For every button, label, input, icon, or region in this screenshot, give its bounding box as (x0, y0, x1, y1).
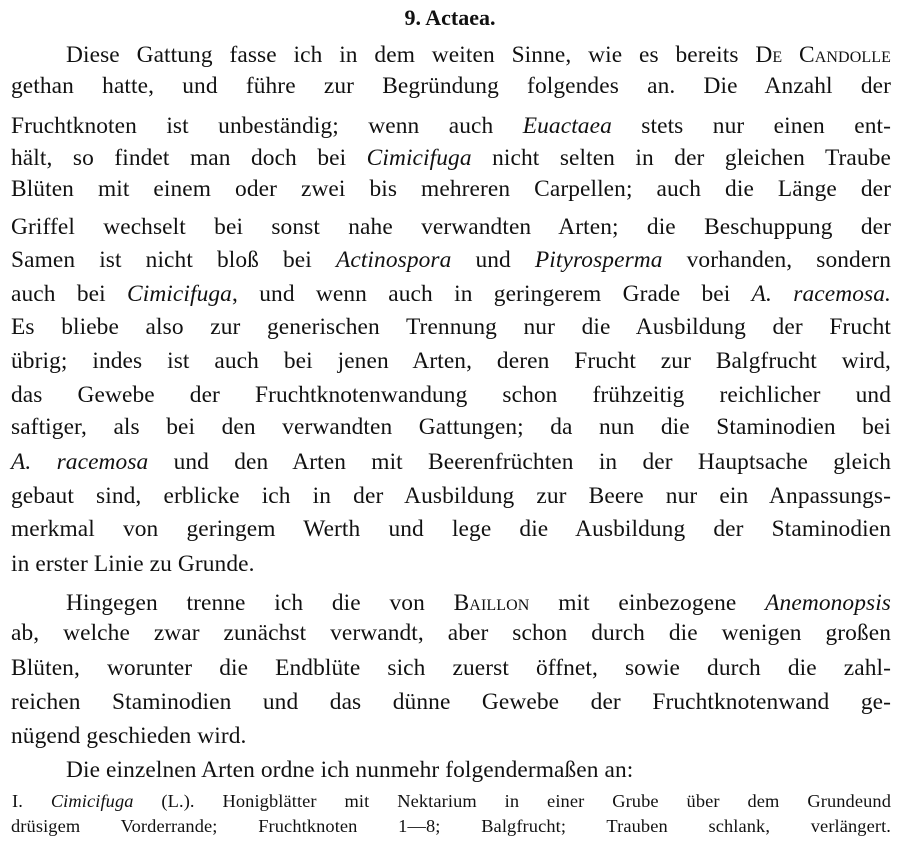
text-line (11, 380, 891, 410)
italic-text: A. racemosa. (751, 281, 891, 307)
text-run: (L.). Honigblätter mit Nektarium in einer Grube über dem Grundeund (133, 791, 891, 811)
text-run: und den Arten mit Beerenfrüchten in der Hauptsache gleich (148, 449, 892, 475)
text-line (11, 618, 891, 648)
text-run: Blüten mit einem oder zwei bis mehreren Carpellen; auch die Länge der (11, 176, 891, 202)
text-line (11, 346, 891, 376)
text-run: Griffel wechselt bei sonst nahe verwandten Arten; die Beschuppung der (11, 214, 891, 240)
text-run: Es bliebe also zur generischen Trennung nur die Ausbildung der Frucht (11, 314, 891, 340)
text-run: Die einzelnen Arten ordne ich nunmehr folgendermaßen an: (66, 757, 634, 783)
text-run: nicht selten in der gleichen Traube (471, 145, 891, 171)
list-item-line (11, 814, 891, 838)
text-line (11, 721, 891, 751)
text-line (66, 40, 891, 70)
text-line (11, 111, 891, 141)
text-run: I. (12, 791, 51, 811)
text-run: und (451, 247, 535, 273)
text-line (11, 245, 891, 275)
text-run: auch bei (11, 281, 128, 307)
text-run: gebaut sind, erblicke ich in der Ausbildung zur Beere nur ein Anpassungs- (11, 483, 891, 509)
italic-text: Actinospora (335, 247, 452, 273)
text-run: in erster Linie zu Grunde. (11, 551, 255, 577)
text-run: übrig; indes ist auch bei jenen Arten, deren Frucht zur Balgfrucht wird, (11, 348, 891, 374)
text-line (11, 174, 891, 204)
text-run: vorhanden, sondern (662, 247, 892, 273)
italic-text: A. racemosa (11, 449, 149, 475)
text-line (11, 687, 891, 717)
text-line (11, 212, 891, 242)
text-line (11, 514, 891, 544)
text-run: gethan hatte, und führe zur Begründung folgendes an. Die Anzahl der (11, 73, 891, 99)
text-run: Diese Gattung fasse ich in dem weiten Sinne, wie es bereits (66, 42, 756, 68)
italic-text: Cimicifuga (127, 281, 232, 307)
text-run: reichen Staminodien und das dünne Gewebe der Fruchtknotenwand ge- (11, 689, 891, 715)
italic-text: Cimicifuga (366, 145, 472, 171)
text-line (11, 549, 891, 579)
text-run: ab, welche zwar zunächst verwandt, aber schon durch die wenigen großen (11, 620, 891, 646)
text-line (11, 447, 891, 477)
section-heading: 9. Actaea. (404, 5, 496, 30)
text-run: , und wenn auch in geringerem Grade bei (231, 281, 752, 307)
text-run: saftiger, als bei den verwandten Gattungen; da nun die Staminodien bei (11, 414, 891, 440)
text-line (66, 588, 891, 618)
text-run: Hingegen trenne ich die von (66, 590, 454, 616)
text-run: hält, so findet man doch bei (11, 145, 367, 171)
text-run: das Gewebe der Fruchtknotenwandung schon frühzeitig reichlicher und (11, 382, 891, 408)
text-line (66, 755, 891, 785)
text-run: Fruchtknoten ist unbeständig; wenn auch (11, 113, 523, 139)
text-run: merkmal von geringem Werth und lege die Ausbildung der Staminodien (11, 516, 891, 542)
text-line (11, 653, 891, 683)
text-run: mit einbezogene (529, 590, 766, 616)
italic-text: Pityrosperma (534, 247, 663, 273)
italic-text: Euactaea (522, 113, 612, 139)
text-line (11, 143, 891, 173)
text-line (11, 412, 891, 442)
text-line (11, 279, 891, 309)
text-line (11, 71, 891, 101)
italic-text: Anemonopsis (765, 590, 891, 616)
text-run: stets nur einen ent- (611, 113, 891, 139)
text-run: Blüten, worunter die Endblüte sich zuerst öffnet, sowie durch die zahl- (11, 655, 891, 681)
text-run: drüsigem Vorderrande; Fruchtknoten 1—8; Balgfrucht; Trauben schlank, verlängert. (11, 816, 891, 836)
small-caps-text: Baillon (453, 590, 530, 616)
text-run: nügend geschieden wird. (11, 723, 247, 749)
italic-text: Cimicifuga (50, 791, 134, 811)
text-run: Samen ist nicht bloß bei (11, 247, 336, 273)
text-line (11, 312, 891, 342)
text-line (11, 481, 891, 511)
small-caps-text: De Candolle (755, 42, 891, 68)
list-item-line (12, 789, 891, 813)
